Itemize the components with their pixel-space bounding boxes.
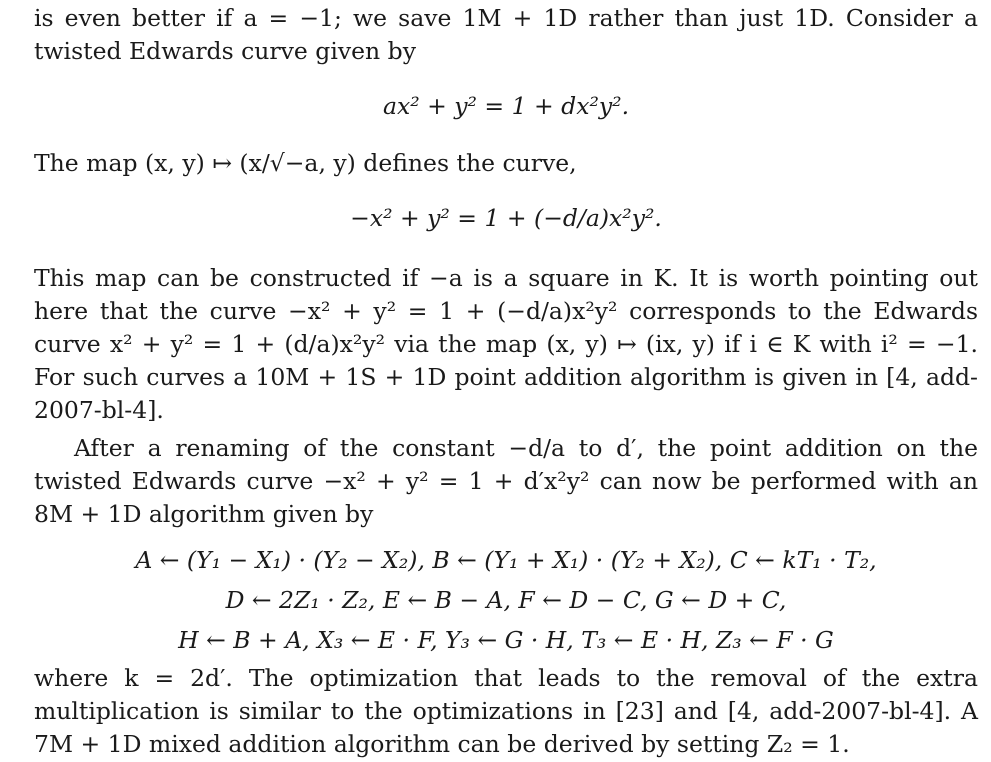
- paragraph-map: The map (x, y) ↦ (x/√−a, y) defines the curve,: [34, 149, 577, 177]
- paragraph-renaming: After a renaming of the constant −d/a to d′, the point addition on the twisted Edwards curve −x² + y² = 1 + d′x²y² can now be performed with an 8M + 1D algorithm given by: [34, 434, 978, 528]
- equation-mapped-curve: −x² + y² = 1 + (−d/a)x²y².: [350, 204, 662, 232]
- algorithm-line-3: H ← B + A, X₃ ← E · F, Y₃ ← G · H, T₃ ← E · H, Z₃ ← F · G: [178, 626, 834, 654]
- algorithm-line-2: D ← 2Z₁ · Z₂, E ← B − A, F ← D − C, G ← D + C,: [225, 586, 787, 614]
- paragraph-conclusion: where k = 2d′. The optimization that leads to the removal of the extra multiplication is similar to the optimizations in [23] and [4, add-2007-bl-4]. A 7M + 1D mixed addition algorithm can be derived by setting Z₂ = 1.: [34, 664, 978, 758]
- algorithm-line-1: A ← (Y₁ − X₁) · (Y₂ − X₂), B ← (Y₁ + X₁) · (Y₂ + X₂), C ← kT₁ · T₂,: [135, 546, 877, 574]
- equation-twisted-edwards: ax² + y² = 1 + dx²y².: [382, 92, 630, 120]
- paragraph-construction: This map can be constructed if −a is a square in K. It is worth pointing out here that the curve −x² + y² = 1 + (−d/a)x²y² corresponds to the Edwards curve x² + y² = 1 + (d/a)x²y² via the map (x, y) ↦ (ix, y) if i ∈ K with i² = −1. For such curves a 10M + 1S + 1D point addition algorithm is given in [4, add-2007-bl-4].: [34, 264, 978, 424]
- paragraph-intro: is even better if a = −1; we save 1M + 1D rather than just 1D. Consider a twisted Edwards curve given by: [34, 4, 978, 65]
- addition-algorithm: [34, 540, 978, 660]
